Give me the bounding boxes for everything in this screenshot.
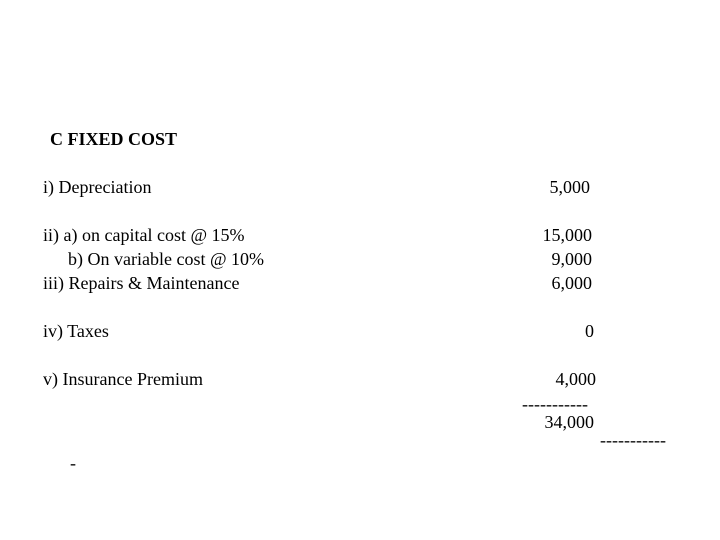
total-value: 34,000 xyxy=(544,412,594,432)
total-rule: ----------- xyxy=(522,394,588,414)
item-label-depreciation: i) Depreciation xyxy=(43,177,152,197)
item-label-capital-cost: ii) a) on capital cost @ 15% xyxy=(43,225,245,245)
trailing-rule: ----------- xyxy=(600,430,666,450)
section-heading: C FIXED COST xyxy=(50,129,178,149)
item-value-insurance: 4,000 xyxy=(555,369,596,389)
stray-dash: - xyxy=(70,453,76,473)
item-label-repairs: iii) Repairs & Maintenance xyxy=(43,273,240,293)
item-value-variable-cost: 9,000 xyxy=(551,249,592,269)
item-label-variable-cost: b) On variable cost @ 10% xyxy=(68,249,265,269)
item-label-taxes: iv) Taxes xyxy=(43,321,109,341)
item-label-insurance: v) Insurance Premium xyxy=(43,369,203,389)
item-value-depreciation: 5,000 xyxy=(549,177,590,197)
item-value-capital-cost: 15,000 xyxy=(542,225,592,245)
item-value-taxes: 0 xyxy=(585,321,594,341)
item-value-repairs: 6,000 xyxy=(551,273,592,293)
